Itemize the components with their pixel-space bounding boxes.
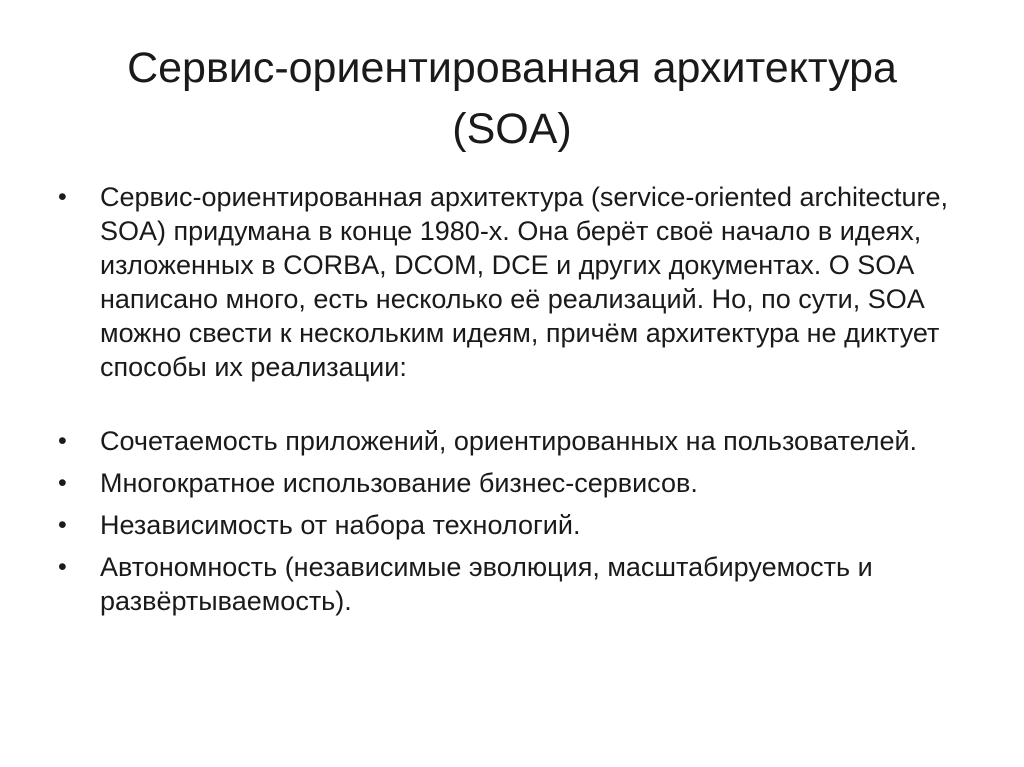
bullet-item xyxy=(58,466,958,500)
bullet-item xyxy=(58,508,958,542)
bullet-dot-icon: • xyxy=(58,427,67,455)
bullet-list xyxy=(58,180,958,626)
bullet-text: Сочетаемость приложений, ориентированных на пользователей. xyxy=(100,426,918,456)
bullet-text: Независимость от набора технологий. xyxy=(100,510,581,540)
slide-title: Сервис-ориентированная архитектура (SOA) xyxy=(127,44,897,153)
bullet-dot-icon: • xyxy=(58,553,67,581)
bullet-item xyxy=(58,550,958,618)
bullet-item xyxy=(58,180,958,384)
bullet-dot-icon: • xyxy=(58,183,67,211)
bullet-dot-icon: • xyxy=(58,469,67,497)
bullet-text: Автономность (независимые эволюция, масштабируемость и развёртываемость). xyxy=(100,552,873,616)
bullet-dot-icon: • xyxy=(58,511,67,539)
bullet-text: Сервис-ориентированная архитектура (service-oriented architecture, SOA) придумана в конце 1980-х. Она берёт своё начало в идеях, изложенных в CORBA, DCOM, DCE и других документах. О SOA написано много, есть несколько её реализаций. Но, по сути, SOA можно свести к нескольким идеям, причём архитектура не диктует способы их реализации: xyxy=(100,182,949,382)
bullet-text: Многократное использование бизнес-сервисов. xyxy=(100,468,698,498)
bullet-item xyxy=(58,424,958,458)
